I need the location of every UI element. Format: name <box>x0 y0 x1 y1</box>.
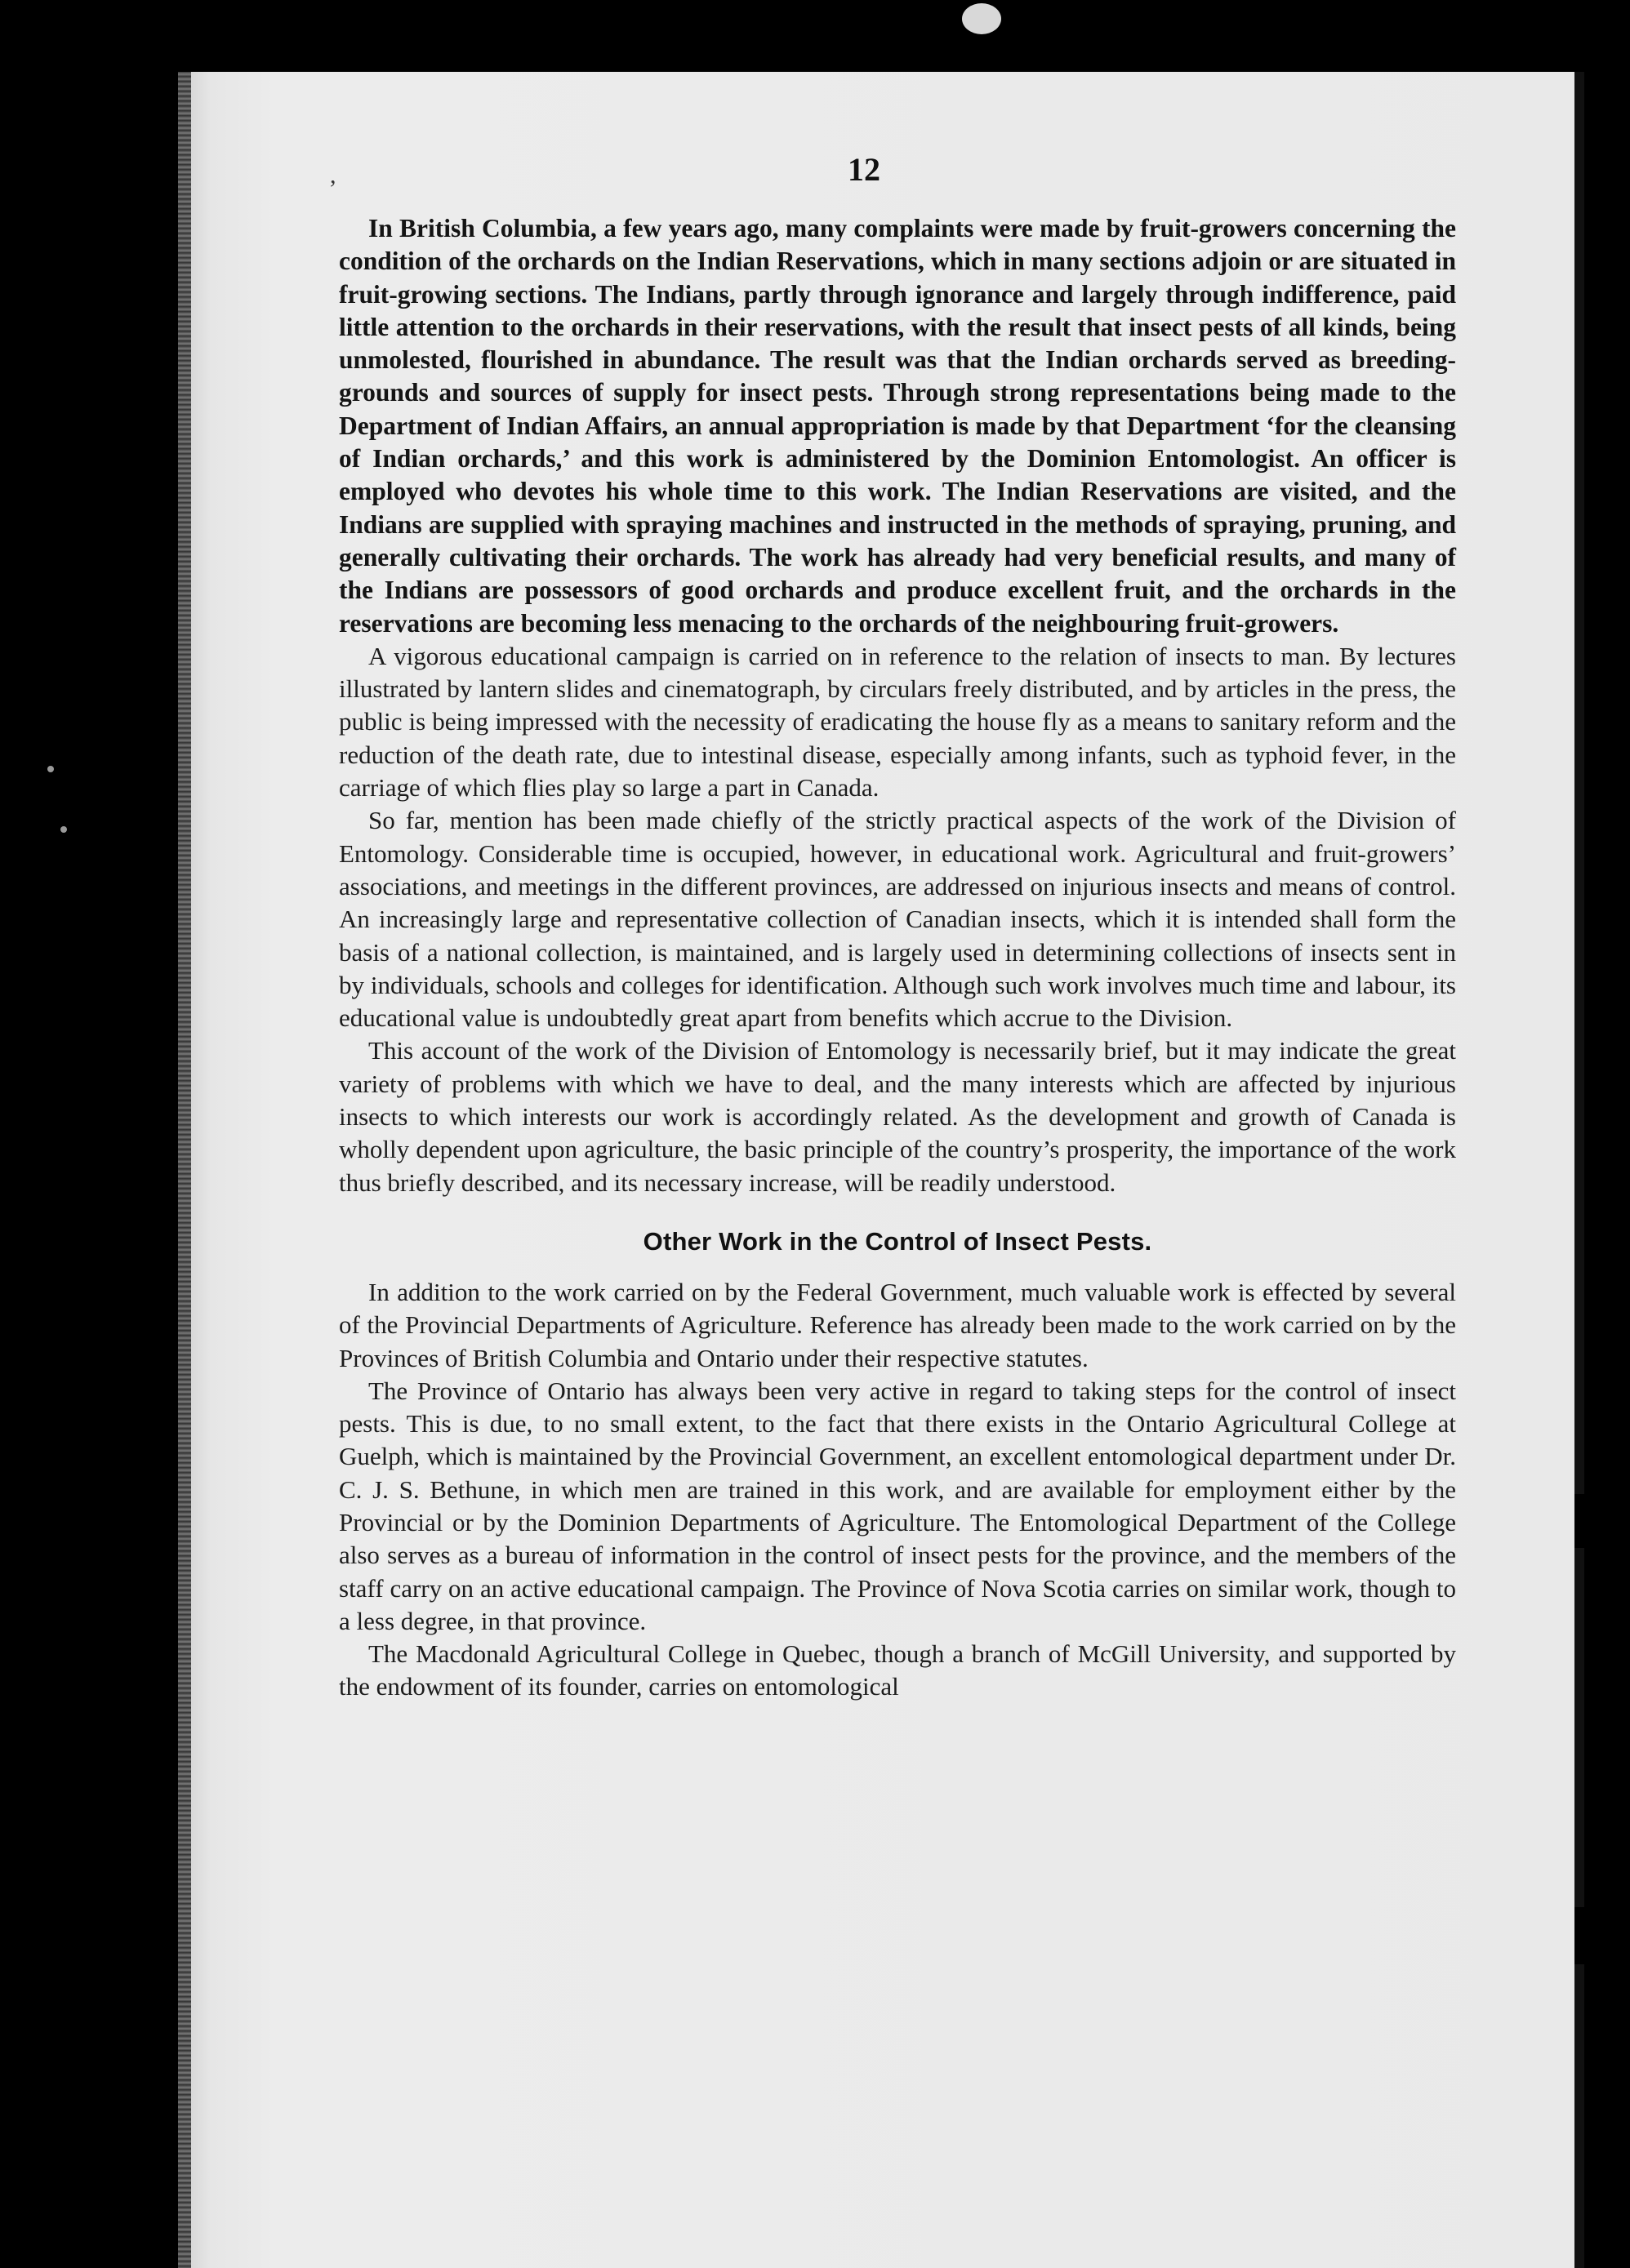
body-text <box>339 212 1456 1704</box>
stray-mark: , <box>330 162 336 189</box>
paragraph: In British Columbia, a few years ago, many complaints were made by fruit-growers concerning the condition of the orchards on the Indian Reservations, which in many sections adjoin or are situated in fruit-growing sections. The Indians, partly through ignorance and largely through indifference, paid little attention to the orchards in their reservations, with the result that insect pests of all kinds, being unmolested, flourished in abundance. The result was that the Indian orchards served as breeding-grounds and sources of supply for insect pests. Through strong representations being made to the Department of Indian Affairs, an annual appropriation is made by that Department ‘for the cleansing of Indian orchards,’ and this work is administered by the Dominion Entomologist. An officer is employed who devotes his whole time to this work. The Indian Reservations are visited, and the Indians are supplied with spraying machines and instructed in the methods of spraying, pruning, and generally cultivating their orchards. The work has already had very beneficial results, and many of the Indians are possessors of good orchards and produce excellent fruit, and the orchards in the reservations are becoming less menacing to the orchards of the neighbouring fruit-growers. <box>339 214 1456 638</box>
page-binding-edge <box>178 72 191 2268</box>
paragraph: So far, mention has been made chiefly of the strictly practical aspects of the work of the Division of Entomology. Considerable time is occupied, however, in educational work. Agricultural and fruit-growers’ associations, and meetings in the different provinces, are addressed on injurious insects and means of control. An increasingly large and representative collection of Canadian insects, which it is intended shall form the basis of a national collection, is maintained, and is largely used in determining collections of insects sent in by individuals, schools and colleges for identification. Although such work involves much time and labour, its educational value is undoubtedly great apart from benefits which accrue to the Division. <box>339 806 1456 1033</box>
paragraph: This account of the work of the Division of Entomology is necessarily brief, but it may indicate the great variety of problems with which we have to deal, and the many interests which are affected by injurious insects to which interests our work is accordingly related. As the development and growth of Canada is wholly dependent upon agriculture, the basic principle of the country’s prosperity, the importance of the work thus briefly described, and its necessary increase, will be readily understood. <box>339 1036 1456 1197</box>
page-right-edge <box>1574 72 1584 2268</box>
paragraph: A vigorous educational campaign is carried on in reference to the relation of insects to man. By lectures illustrated by lantern slides and cinematograph, by circulars freely distributed, and by articles in the press, the public is being impressed with the necessity of eradicating the house fly as a means to sanitary reform and the reduction of the death rate, due to intestinal disease, especially among infants, such as typhoid fever, in the carriage of which flies play so large a part in Canada. <box>339 641 1456 803</box>
paragraph: The Macdonald Agricultural College in Quebec, though a branch of McGill University, and supported by the endowment of its founder, carries on entomological <box>339 1639 1456 1701</box>
page-number: 12 <box>848 151 880 188</box>
document-page <box>178 72 1584 2268</box>
scan-artifact-blob <box>962 3 1001 34</box>
edge-mark <box>1574 1494 1584 1548</box>
section-heading: Other Work in the Control of Insect Pests. <box>643 1226 1152 1256</box>
paragraph: The Province of Ontario has always been very active in regard to taking steps for the control of insect pests. This is due, to no small extent, to the fact that there exists in the Ontario Agricultural College at Guelph, which is maintained by the Provincial Government, an excellent entomological department under Dr. C. J. S. Bethune, in which men are trained in this work, and are available for employment either by the Provincial or by the Dominion Departments of Agriculture. The Entomological Department of the College also serves as a bureau of information in the control of insect pests for the province, and the members of the staff carry on an active educational campaign. The Province of Nova Scotia carries on similar work, though to a less degree, in that province. <box>339 1376 1456 1635</box>
edge-mark <box>1574 1907 1584 1964</box>
paragraph: In addition to the work carried on by the Federal Government, much valuable work is effected by several of the Provincial Departments of Agriculture. Reference has already been made to the work carried on by the Provinces of British Columbia and Ontario under their respective statutes. <box>339 1277 1456 1372</box>
